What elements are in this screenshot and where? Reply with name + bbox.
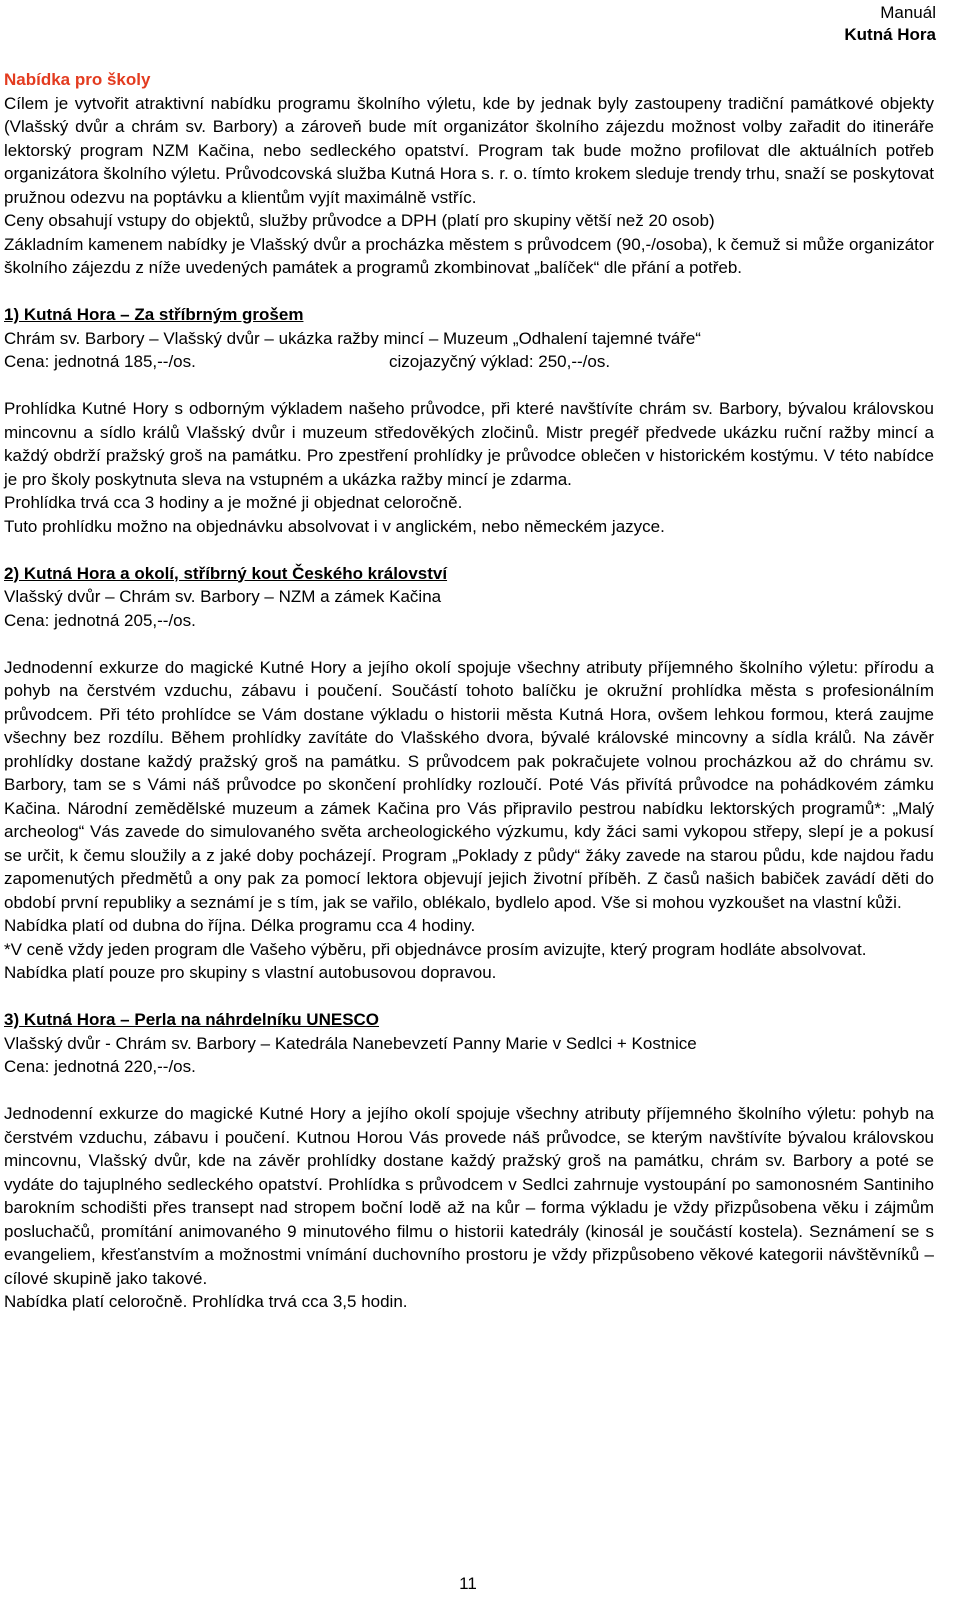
program-price-row (4, 350, 934, 374)
program-1 (4, 303, 934, 538)
header-city: Kutná Hora (844, 25, 936, 44)
program-price: Cena: jednotná 185,--/os. (4, 352, 196, 371)
program-title: 2) Kutná Hora a okolí, stříbrný kout Českého království (4, 563, 448, 583)
program-title: 3) Kutná Hora – Perla na náhrdelníku UNESCO (4, 1010, 380, 1029)
intro-prices-note: Ceny obsahují vstupy do objektů, služby průvodce a DPH (platí pro skupiny větší než 20 osob) (4, 211, 715, 230)
intro-paragraph: Cílem je vytvořit atraktivní nabídku programu školního výletu, kde by jednak byly zastoupeny tradiční památkové objekty (Vlašský dvůr a chrám sv. Barbory) a zároveň bude mít organizátor školního zájezdu možnost volby zařadit do itineráře lektorský program NZM Kačina, nebo sedleckého opatství. Program tak bude možno profilovat dle aktuálních potřeb organizátora školního výletu. Průvodcovská služba Kutná Hora s. r. o. tímto krokem sleduje trendy trhu, snaží se poskytovat pružnou odezvu na poptávku a klientům vyjít maximálně vstříc. (4, 93, 934, 207)
program-note: *V ceně vždy jeden program dle Vašeho výběru, při objednávce prosím avizujte, který program hodláte absolvovat. (4, 939, 867, 959)
program-route: Vlašský dvůr - Chrám sv. Barbory – Katedrála Nanebevzetí Panny Marie v Sedlci + Kostnice (4, 1033, 697, 1053)
page-header (844, 2, 936, 46)
program-price: Cena: jednotná 205,--/os. (4, 610, 196, 630)
document-body (4, 68, 934, 1314)
program-route: Chrám sv. Barbory – Vlašský dvůr – ukázka ražby mincí – Muzeum „Odhalení tajemné tváře“ (4, 328, 701, 348)
program-3 (4, 1008, 934, 1314)
program-duration: Prohlídka trvá cca 3 hodiny a je možné ji objednat celoročně. (4, 493, 463, 512)
program-description: Jednodenní exkurze do magické Kutné Hory a jejího okolí spojuje všechny atributy příjemného školního výletu: přírodu a pohyb na čerstvém vzduchu, zábavu i poučení. Součástí tohoto balíčku je okružní prohlídka města s profesionálním průvodcem. Při této prohlídce se Vám dostane výkladu o historii města Kutná Hora, ovšem lehkou formou, která zaujme všechny bez rozdílu. Během prohlídky zavítáte do Vlašského dvora, bývalé královské mincovny a sídla králů. Na závěr prohlídky dostane každý pražský groš na památku. S průvodcem pak pokračujete volnou procházkou až do chrámu sv. Barbory, tam se s Vámi náš průvodce po skončení prohlídky rozloučí. Poté Vás přivítá průvodce na pohádkovém zámku Kačina. Národní zemědělské muzeum a zámek Kačina pro Vás připravilo pestrou nabídku lektorských programů*: „Malý archeolog“ Vás zavede do simulovaného světa archeologického výzkumu, kdy žáci sami vykopou střepy, slepí je a pokusí se určit, k čemu sloužily a z jaké doby pocházejí. Program „Poklady z půdy“ žáky zavede na starou půdu, kde najdou řadu zapomenutých předmětů a ony pak za pomocí lektora objevují jejich životní příběh. Z časů našich babiček zavádí děti do období první republiky a seznámí je s tím, jak se vařilo, oblékalo, bydlelo apod. Vše si mohou vyzkoušet na vlastní kůži. (4, 657, 934, 912)
program-2 (4, 562, 934, 985)
page-number: 11 (459, 1574, 477, 1593)
program-price: Cena: jednotná 220,--/os. (4, 1057, 196, 1076)
program-validity: Nabídka platí celoročně. Prohlídka trvá cca 3,5 hodin. (4, 1292, 408, 1311)
program-validity: Nabídka platí od dubna do října. Délka programu cca 4 hodiny. (4, 916, 476, 935)
program-description: Prohlídka Kutné Hory s odborným výkladem našeho průvodce, při které navštívíte chrám sv. Barbory, bývalou královskou mincovnu a sídlo králů Vlašský dvůr i muzeum středověkých zločinů. Mistr pregéř předvede ukázku ruční ražby mincí a každý obdrží pražský groš na památku. Pro zpestření prohlídky je průvodce oblečen v historickém kostýmu. V této nabídce je pro školy poskytnuta sleva na vstupném a ukázka ražby mincí je zdarma. (4, 399, 934, 489)
program-description: Jednodenní exkurze do magické Kutné Hory a jejího okolí spojuje všechny atributy příjemného školního výletu: pohyb na čerstvém vzduchu, zábavu i poučení. Kutnou Horou Vás provede náš průvodce, se kterým navštívíte bývalou královskou mincovnu, Vlašský dvůr, kde na závěr prohlídky dostane každý pražský groš na památku, chrám sv. Barbory a poté se vydáte do tajuplného sedleckého opatství. Prohlídka s průvodcem v Sedlci zahrnuje vystoupání po samonosném Santiniho barokním schodišti přes transept nad stropem boční lodě až na kůr – forma výkladu je vždy přizpůsobena věku i zájmům posluchačů, promítání animovaného 9 minutového filmu o historii katedrály (kinosál je součástí kostela). Seznámení se s evangeliem, křesťanstvím a možnostmi vnímání duchovního prostoru je vždy přizpůsobeno věkové kategorii návštěvníků – cílové skupině jako takové. (4, 1104, 934, 1288)
program-title: 1) Kutná Hora – Za stříbrným grošem (4, 305, 304, 324)
intro-basis-paragraph: Základním kamenem nabídky je Vlašský dvůr a procházka městem s průvodcem (90,-/osoba), k čemuž si může organizátor školního zájezdu z níže uvedených památek a programů zkombinovat „balíček“ dle přání a potřeb. (4, 234, 934, 277)
header-manual: Manuál (880, 3, 936, 22)
program-languages: Tuto prohlídku možno na objednávku absolvovat i v anglickém, nebo německém jazyce. (4, 516, 665, 536)
section-title: Nabídka pro školy (4, 70, 151, 89)
program-route: Vlašský dvůr – Chrám sv. Barbory – NZM a zámek Kačina (4, 587, 442, 606)
program-price-foreign: cizojazyčný výklad: 250,--/os. (389, 352, 611, 371)
program-transport-note: Nabídka platí pouze pro skupiny s vlastní autobusovou dopravou. (4, 963, 497, 982)
